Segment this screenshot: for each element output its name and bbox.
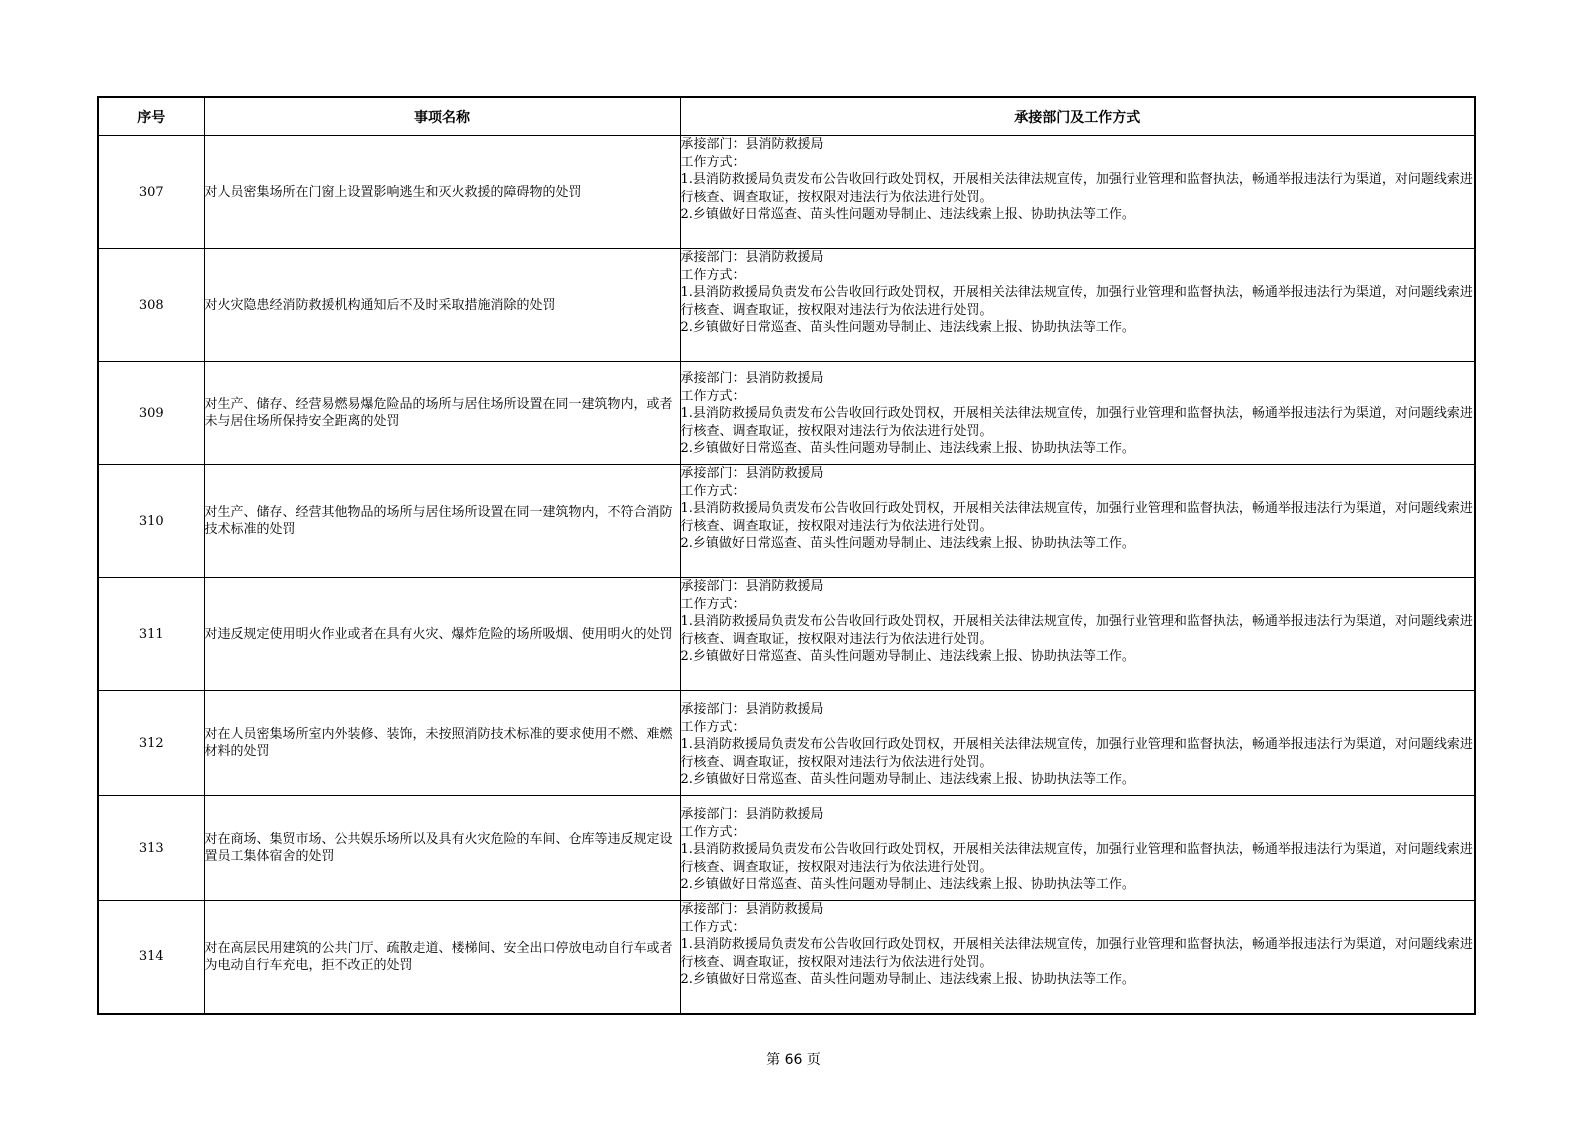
dept-method-cell xyxy=(680,901,1475,1014)
row-number: 312 xyxy=(98,691,204,796)
table-row xyxy=(98,578,1475,691)
dept-method-cell xyxy=(680,249,1475,362)
method-step-1: 1.县消防救援局负责发布公告收回行政处罚权，开展相关法律法规宣传，加强行业管理和监督执法，畅通举报违法行为渠道，对问题线索进行核查、调查取证，按权限对违法行为依法进行处罚。 xyxy=(680,737,1473,770)
table-row xyxy=(98,362,1475,465)
dept-line: 承接部门：县消防救援局 xyxy=(680,250,824,265)
header-item-name: 事项名称 xyxy=(204,97,680,136)
method-step-1: 1.县消防救援局负责发布公告收回行政处罚权，开展相关法律法规宣传，加强行业管理和监督执法，畅通举报违法行为渠道，对问题线索进行核查、调查取证，按权限对违法行为依法进行处罚。 xyxy=(680,842,1473,875)
dept-line: 承接部门：县消防救援局 xyxy=(680,807,824,822)
method-label: 工作方式： xyxy=(680,483,746,499)
table-row xyxy=(98,465,1475,578)
matters-table xyxy=(97,96,1476,1015)
method-step-2: 2.乡镇做好日常巡查、苗头性问题劝导制止、违法线索上报、协助执法等工作。 xyxy=(680,441,1135,456)
item-name: 对在高层民用建筑的公共门厅、疏散走道、楼梯间、安全出口停放电动自行车或者为电动自行车充电，拒不改正的处罚 xyxy=(204,901,680,1014)
method-step-2: 2.乡镇做好日常巡查、苗头性问题劝导制止、违法线索上报、协助执法等工作。 xyxy=(680,772,1135,787)
item-name: 对在商场、集贸市场、公共娱乐场所以及具有火灾危险的车间、仓库等违反规定设置员工集体宿舍的处罚 xyxy=(204,796,680,901)
row-number: 308 xyxy=(98,249,204,362)
dept-method-cell xyxy=(680,796,1475,901)
row-number: 313 xyxy=(98,796,204,901)
header-seq: 序号 xyxy=(98,97,204,136)
header-dept-method: 承接部门及工作方式 xyxy=(680,97,1475,136)
dept-method-cell xyxy=(680,578,1475,691)
method-step-1: 1.县消防救援局负责发布公告收回行政处罚权，开展相关法律法规宣传，加强行业管理和监督执法，畅通举报违法行为渠道，对问题线索进行核查、调查取证，按权限对违法行为依法进行处罚。 xyxy=(680,614,1473,647)
method-step-2: 2.乡镇做好日常巡查、苗头性问题劝导制止、违法线索上报、协助执法等工作。 xyxy=(680,207,1135,222)
row-number: 307 xyxy=(98,136,204,249)
row-number: 309 xyxy=(98,362,204,465)
page-number: 第 66 页 xyxy=(766,1052,821,1068)
dept-method-cell xyxy=(680,362,1475,465)
row-number: 311 xyxy=(98,578,204,691)
item-name: 对在人员密集场所室内外装修、装饰，未按照消防技术标准的要求使用不燃、难燃材料的处罚 xyxy=(204,691,680,796)
method-step-2: 2.乡镇做好日常巡查、苗头性问题劝导制止、违法线索上报、协助执法等工作。 xyxy=(680,877,1135,892)
method-step-2: 2.乡镇做好日常巡查、苗头性问题劝导制止、违法线索上报、协助执法等工作。 xyxy=(680,649,1135,664)
dept-line: 承接部门：县消防救援局 xyxy=(680,702,824,717)
method-step-2: 2.乡镇做好日常巡查、苗头性问题劝导制止、违法线索上报、协助执法等工作。 xyxy=(680,536,1135,551)
dept-line: 承接部门：县消防救援局 xyxy=(680,137,824,152)
table-row xyxy=(98,691,1475,796)
method-label: 工作方式： xyxy=(680,267,746,283)
method-step-2: 2.乡镇做好日常巡查、苗头性问题劝导制止、违法线索上报、协助执法等工作。 xyxy=(680,972,1135,987)
method-step-1: 1.县消防救援局负责发布公告收回行政处罚权，开展相关法律法规宣传，加强行业管理和监督执法，畅通举报违法行为渠道，对问题线索进行核查、调查取证，按权限对违法行为依法进行处罚。 xyxy=(680,406,1473,439)
item-name: 对人员密集场所在门窗上设置影响逃生和灭火救援的障碍物的处罚 xyxy=(204,136,680,249)
row-number: 314 xyxy=(98,901,204,1014)
method-step-1: 1.县消防救援局负责发布公告收回行政处罚权，开展相关法律法规宣传，加强行业管理和监督执法，畅通举报违法行为渠道，对问题线索进行核查、调查取证，按权限对违法行为依法进行处罚。 xyxy=(680,501,1473,534)
item-name: 对违反规定使用明火作业或者在具有火灾、爆炸危险的场所吸烟、使用明火的处罚 xyxy=(204,578,680,691)
item-name: 对生产、储存、经营其他物品的场所与居住场所设置在同一建筑物内，不符合消防技术标准的处罚 xyxy=(204,465,680,578)
header-row xyxy=(98,97,1475,136)
method-step-1: 1.县消防救援局负责发布公告收回行政处罚权，开展相关法律法规宣传，加强行业管理和监督执法，畅通举报违法行为渠道，对问题线索进行核查、调查取证，按权限对违法行为依法进行处罚。 xyxy=(680,172,1473,205)
dept-line: 承接部门：县消防救援局 xyxy=(680,371,824,386)
table-row xyxy=(98,901,1475,1014)
dept-method-cell xyxy=(680,465,1475,578)
method-step-1: 1.县消防救援局负责发布公告收回行政处罚权，开展相关法律法规宣传，加强行业管理和监督执法，畅通举报违法行为渠道，对问题线索进行核查、调查取证，按权限对违法行为依法进行处罚。 xyxy=(680,937,1473,970)
method-label: 工作方式： xyxy=(680,154,746,170)
method-step-2: 2.乡镇做好日常巡查、苗头性问题劝导制止、违法线索上报、协助执法等工作。 xyxy=(680,320,1135,335)
dept-line: 承接部门：县消防救援局 xyxy=(680,466,824,481)
item-name: 对火灾隐患经消防救援机构通知后不及时采取措施消除的处罚 xyxy=(204,249,680,362)
table-row xyxy=(98,136,1475,249)
table-row xyxy=(98,796,1475,901)
dept-line: 承接部门：县消防救援局 xyxy=(680,579,824,594)
method-label: 工作方式： xyxy=(680,596,746,612)
method-label: 工作方式： xyxy=(680,919,746,935)
dept-line: 承接部门：县消防救援局 xyxy=(680,902,824,917)
row-number: 310 xyxy=(98,465,204,578)
method-label: 工作方式： xyxy=(680,824,746,840)
item-name: 对生产、储存、经营易燃易爆危险品的场所与居住场所设置在同一建筑物内，或者未与居住场所保持安全距离的处罚 xyxy=(204,362,680,465)
dept-method-cell xyxy=(680,691,1475,796)
method-label: 工作方式： xyxy=(680,388,746,404)
method-step-1: 1.县消防救援局负责发布公告收回行政处罚权，开展相关法律法规宣传，加强行业管理和监督执法，畅通举报违法行为渠道，对问题线索进行核查、调查取证，按权限对违法行为依法进行处罚。 xyxy=(680,285,1473,318)
method-label: 工作方式： xyxy=(680,719,746,735)
dept-method-cell xyxy=(680,136,1475,249)
table-row xyxy=(98,249,1475,362)
